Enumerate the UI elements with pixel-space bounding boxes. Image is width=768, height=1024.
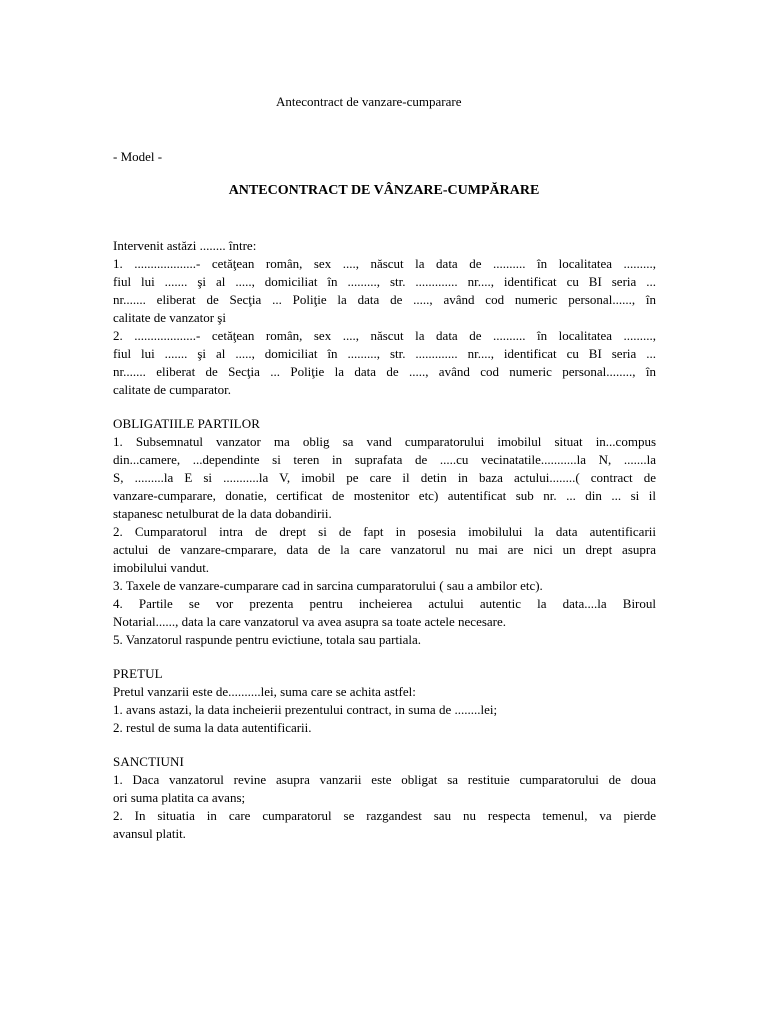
- obligatii-line: stapanesc netulburat de la data dobandirii.: [113, 506, 332, 521]
- obligatii-heading: OBLIGATIILE PARTILOR: [113, 416, 260, 431]
- party1-line: 1. ...................- cetăţean român, sex ...., născut la data de .......... în localitatea .........,: [113, 256, 656, 271]
- sanctiuni-line: 2. In situatia in care cumparatorul se razgandest sau nu respecta temenul, va pierde: [113, 808, 656, 823]
- party2-line: calitate de cumparator.: [113, 382, 232, 397]
- obligatii-line: 5. Vanzatorul raspunde pentru evictiune, totala sau partiala.: [113, 632, 422, 647]
- intro-line: Intervenit astăzi ........ între:: [113, 238, 257, 253]
- pretul-line: 1. avans astazi, la data incheierii prezentului contract, in suma de ........lei;: [113, 702, 498, 717]
- party1-line: fiul lui ....... şi al ....., domiciliat în ........., str. ............. nr...., identificat cu BI seria ...: [113, 274, 656, 289]
- sanctiuni-heading: SANCTIUNI: [113, 754, 184, 769]
- party1-line: nr....... eliberat de Secţia ... Poliţie la data de ....., având cod numeric personal......, în: [113, 292, 656, 307]
- pretul-heading: PRETUL: [113, 666, 163, 681]
- document-title: ANTECONTRACT DE VÂNZARE-CUMPĂRARE: [228, 183, 540, 198]
- model-label: - Model -: [113, 149, 163, 164]
- sanctiuni-line: avansul platit.: [113, 826, 186, 841]
- pretul-line: 2. restul de suma la data autentificarii.: [113, 720, 312, 735]
- document-header: Antecontract de vanzare-cumparare: [276, 94, 462, 109]
- obligatii-line: actului de vanzare-cmparare, data de la care vanzatorul nu mai are nici un drept asupra: [113, 542, 656, 557]
- obligatii-line: imobilului vandut.: [113, 560, 210, 575]
- pretul-line: Pretul vanzarii este de..........lei, suma care se achita astfel:: [113, 684, 416, 699]
- sanctiuni-line: ori suma platita ca avans;: [113, 790, 246, 805]
- obligatii-line: 1. Subsemnatul vanzator ma oblig sa vand cumparatorului imobilul situat in...compus: [113, 434, 656, 449]
- party2-line: 2. ...................- cetăţean român, sex ...., născut la data de .......... în localitatea .........,: [113, 328, 656, 343]
- obligatii-line: 3. Taxele de vanzare-cumparare cad in sarcina cumparatorului ( sau a ambilor etc).: [113, 578, 543, 593]
- party1-line: calitate de vanzator şi: [113, 310, 226, 325]
- party2-line: nr....... eliberat de Secţia ... Poliţie la data de ....., având cod numeric personal........, în: [113, 364, 656, 379]
- obligatii-line: din...camere, ...dependinte si teren in suprafata de .....cu vecinatatile...........la N, .......la: [113, 452, 656, 467]
- sanctiuni-line: 1. Daca vanzatorul revine asupra vanzarii este obligat sa restituie cumparatorului de doua: [113, 772, 656, 787]
- obligatii-line: Notarial......, data la care vanzatorul va avea asupra sa toate actele necesare.: [113, 614, 507, 629]
- obligatii-line: vanzare-cumparare, donatie, certificat de mostenitor etc) autentificat sub nr. ... din ... si il: [113, 488, 656, 503]
- obligatii-line: 4. Partile se vor prezenta pentru incheierea actului autentic la data....la Biroul: [113, 596, 656, 611]
- obligatii-line: S, .........la E si ...........la V, imobil pe care il detin in baza actului........( contract de: [113, 470, 656, 485]
- obligatii-line: 2. Cumparatorul intra de drept si de fapt in posesia imobilului la data autentificarii: [113, 524, 656, 539]
- party2-line: fiul lui ....... şi al ....., domiciliat în ........., str. ............. nr...., identificat cu BI seria ...: [113, 346, 656, 361]
